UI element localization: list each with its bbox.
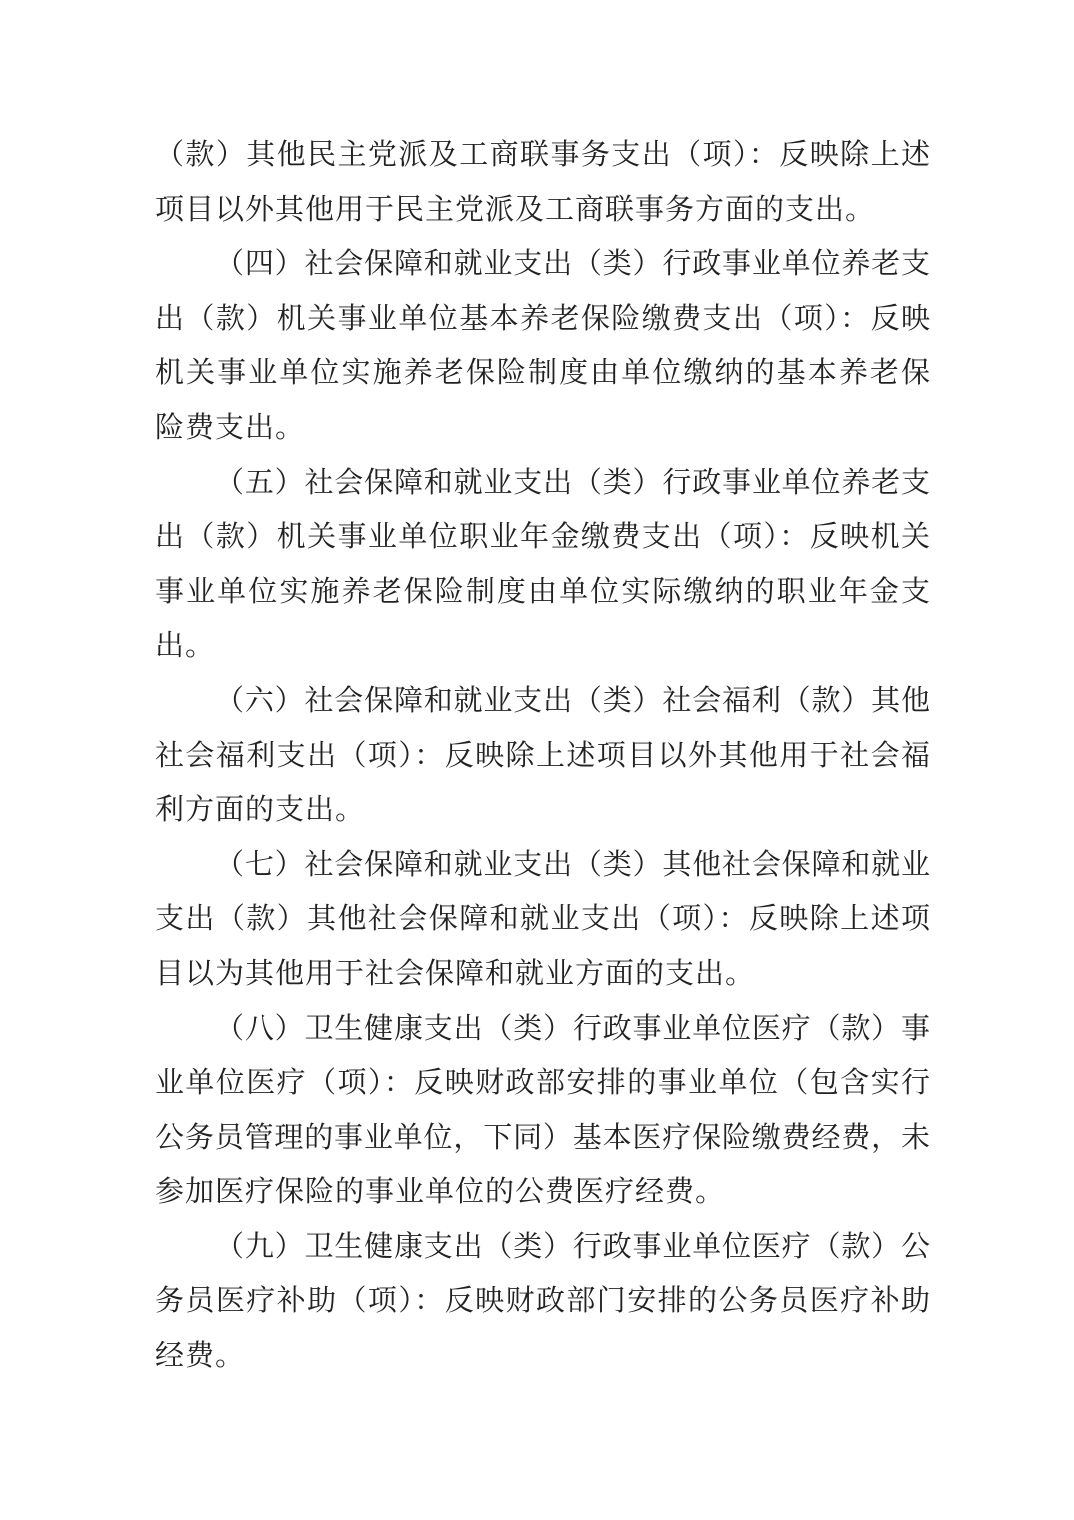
text-line: 险费支出。 bbox=[155, 411, 306, 444]
text-line: 项目以外其他用于民主党派及工商联事务方面的支出。 bbox=[155, 193, 876, 226]
text-line: （九）卫生健康支出（类）行政事业单位医疗（款）公 bbox=[215, 1230, 930, 1263]
text-line: 务员医疗补助（项）：反映财政部门安排的公务员医疗补助 bbox=[155, 1285, 930, 1318]
text-line: 出（款）机关事业单位职业年金缴费支出（项）：反映机关 bbox=[155, 521, 930, 554]
text-line: 支出（款）其他社会保障和就业支出（项）：反映除上述项 bbox=[155, 903, 930, 936]
text-line: （四）社会保障和就业支出（类）行政事业单位养老支 bbox=[215, 248, 930, 281]
paragraph-item-9 bbox=[155, 1220, 930, 1384]
text-line: 公务员管理的事业单位，下同）基本医疗保险缴费经费，未 bbox=[155, 1121, 930, 1154]
paragraph-item-5 bbox=[155, 456, 930, 674]
text-line: 参加医疗保险的事业单位的公费医疗经费。 bbox=[155, 1176, 726, 1209]
paragraph-item-4 bbox=[155, 237, 930, 455]
text-line: 社会福利支出（项）：反映除上述项目以外其他用于社会福 bbox=[155, 739, 930, 772]
paragraph-item-7 bbox=[155, 838, 930, 1002]
paragraph-item-8 bbox=[155, 1002, 930, 1220]
text-line: （五）社会保障和就业支出（类）行政事业单位养老支 bbox=[215, 466, 930, 499]
text-line: 经费。 bbox=[155, 1340, 246, 1373]
document-body bbox=[155, 128, 930, 1384]
text-line: 出（款）机关事业单位基本养老保险缴费支出（项）：反映 bbox=[155, 302, 930, 335]
text-line: （七）社会保障和就业支出（类）其他社会保障和就业 bbox=[215, 848, 930, 881]
paragraph-item-6 bbox=[155, 674, 930, 838]
text-line: 目以为其他用于社会保障和就业方面的支出。 bbox=[155, 957, 756, 990]
text-line: （八）卫生健康支出（类）行政事业单位医疗（款）事 bbox=[215, 1012, 930, 1045]
paragraph-continuation bbox=[155, 128, 930, 237]
text-line: 机关事业单位实施养老保险制度由单位缴纳的基本养老保 bbox=[155, 357, 930, 390]
text-line: 出。 bbox=[155, 630, 216, 663]
text-line: 业单位医疗（项）：反映财政部安排的事业单位（包含实行 bbox=[155, 1067, 930, 1100]
text-line: （款）其他民主党派及工商联事务支出（项）：反映除上述 bbox=[155, 139, 930, 171]
text-line: 事业单位实施养老保险制度由单位实际缴纳的职业年金支 bbox=[155, 575, 930, 608]
text-line: （六）社会保障和就业支出（类）社会福利（款）其他 bbox=[215, 684, 930, 717]
text-line: 利方面的支出。 bbox=[155, 794, 366, 827]
